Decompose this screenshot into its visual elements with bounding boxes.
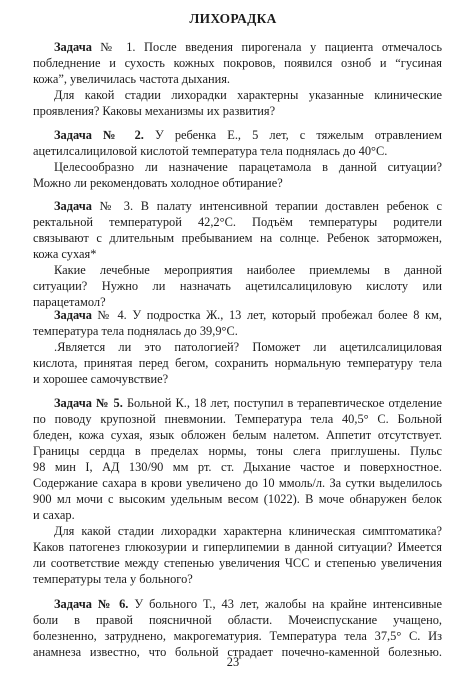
task-4-line-2: температура тела поднялась до 39,9°С. <box>33 324 238 338</box>
task-5-line-2: по поводу крупозной пневмонии. Температура тела 40,5° С. Больной <box>33 412 442 426</box>
task-6-line-4: анамнеза известно, что больной страдает почечно-каменной болезнью. <box>33 645 442 659</box>
task-5-question-4: температуры тела у больного? <box>33 572 193 586</box>
task-2-label: Задача № 2. <box>54 128 144 142</box>
task-3-line-2: ректальной температурой 42,2°С. Подъём температуры родители <box>33 215 442 229</box>
task-2-line-1: Задача № 2. У ребенка Е., 5 лет, с тяжелым отравлением <box>54 128 442 142</box>
task-1-line-1: Задача № 1. После введения пирогенала у пациента отмечалось <box>54 40 442 54</box>
task-3-question-3: парацетамол? <box>33 295 106 309</box>
task-5-question-2: Каков патогенез глюкозурии и гиперлипемии в данной ситуации? Имеется <box>33 540 442 554</box>
page-number: 23 <box>226 655 240 669</box>
task-5-line-7: 900 мл мочи с высоким удельным весом (1022). В моче обнаружен белок <box>33 492 442 506</box>
task-5-question-3: ли соответствие между степенью увеличения ЧСС и степенью увеличения <box>33 556 442 570</box>
task-5-line-4: Границы сердца в пределах нормы, тоны слега приглушены. Пульс <box>33 444 442 458</box>
task-5-label: Задача № 5. <box>54 396 123 410</box>
task-4-label: Задача <box>54 308 92 322</box>
task-6-line-1: Задача № 6. У больного Т., 43 лет, жалобы на крайне интенсивные <box>54 597 442 611</box>
task-3-line-3: связывают с длительным пребыванием на солнце. Ребенок заторможен, <box>33 231 442 245</box>
task-4-line-1: Задача № 4. У подростка Ж., 13 лет, который пробежал более 8 км, <box>54 308 442 322</box>
task-6-label: Задача № 6. <box>54 597 129 611</box>
task-3-question-1: Какие лечебные мероприятия наиболее приемлемы в данной <box>54 263 442 277</box>
task-5-line-5: 98 мин I, АД 130/90 мм рт. ст. Дыхание частое и поверхностное. <box>33 460 442 474</box>
task-5-line-6: Содержание сахара в крови увеличено до 10 ммоль/л. За сутки выделилось <box>33 476 442 490</box>
task-5-line-8: и сахар. <box>33 508 75 522</box>
task-6-line-3: болезненно, затруднено, макрогематурия. Температура тела 37,5° С. Из <box>33 629 442 643</box>
task-1-label: Задача <box>54 40 92 54</box>
task-3-line-1: Задача № 3. В палату интенсивной терапии доставлен ребенок с <box>54 199 442 213</box>
task-4-question-2: кислота, принятая перед бегом, сохранить нормальную температуру тела <box>33 356 442 370</box>
task-2-question-1: Целесообразно ли назначение парацетамола в данной ситуации? <box>54 160 442 174</box>
task-4-question-1: .Является ли это патологией? Поможет ли ацетилсалициловая <box>54 340 442 354</box>
task-2-question-2: Можно ли рекомендовать холодное обтирание? <box>33 176 283 190</box>
task-4-question-3: и хорошее самочувствие? <box>33 372 169 386</box>
task-1-question-1: Для какой стадии лихорадки характерны указанные клинические <box>54 88 442 102</box>
task-5-line-3: бледен, кожа сухая, язык обложен белым налетом. Аппетит отсутствует. <box>33 428 442 442</box>
task-3-label: Задача <box>54 199 92 213</box>
task-2-line-2: ацетилсалициловой кислотой температура тела поднялась до 40°С. <box>33 144 388 158</box>
task-3-line-4: кожа сухая* <box>33 247 97 261</box>
page-title: ЛИХОРАДКА <box>189 11 277 26</box>
task-5-question-1: Для какой стадии лихорадки характерна клиническая симптоматика? <box>54 524 442 538</box>
task-1-question-2: проявления? Каковы механизмы их развития? <box>33 104 276 118</box>
task-5-line-1: Задача № 5. Больной К., 18 лет, поступил в терапевтическое отделение <box>54 396 442 410</box>
task-1-line-3: кожа”, увеличилась частота дыхания. <box>33 72 231 86</box>
task-6-line-2: боли в правой поясничной области. Мочеиспускание учащено, <box>33 613 442 627</box>
task-3-question-2: ситуации? Нужно ли назначать ацетилсалициловую кислоту или <box>33 279 442 293</box>
task-1-line-2: побледнение и сухость кожных покровов, появился озноб и “гусиная <box>33 56 442 70</box>
